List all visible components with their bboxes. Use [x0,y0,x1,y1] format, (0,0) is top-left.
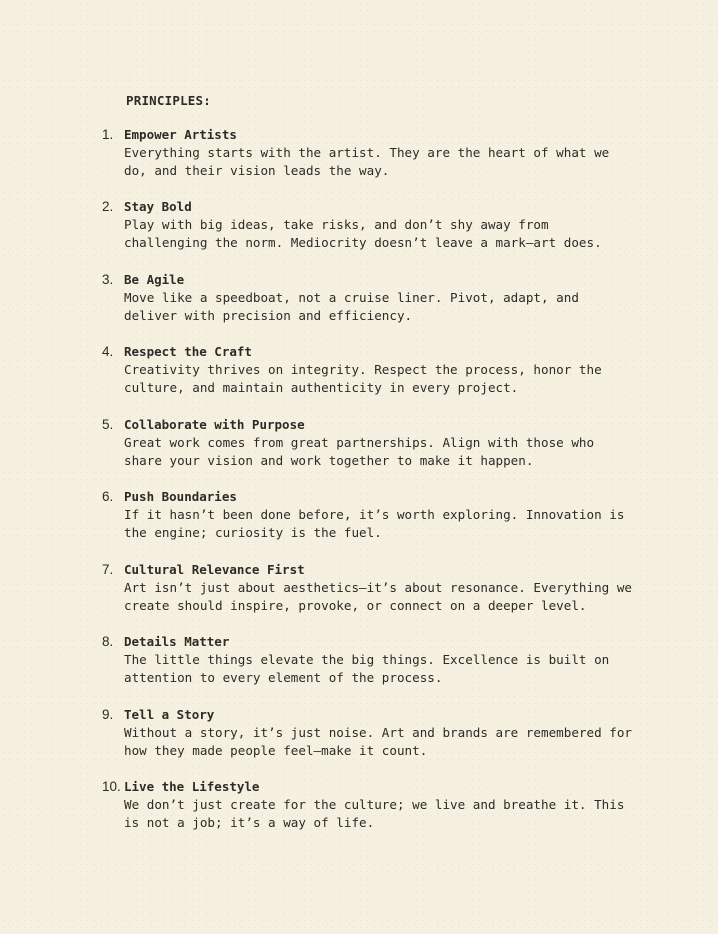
principle-title: Be Agile [124,272,185,287]
principle-description: Play with big ideas, take risks, and don’t shy away from challenging the norm. Mediocrity doesn’t leave a mark—art does. [124,217,602,250]
principle-number: 4. [102,344,114,359]
principle-title: Tell a Story [124,707,215,722]
principle-description: Move like a speedboat, not a cruise liner. Pivot, adapt, and deliver with precision and efficiency. [124,290,579,323]
principle-title: Push Boundaries [124,489,237,504]
principle-number: 2. [102,199,114,214]
principle-description: Great work comes from great partnerships. Align with those who share your vision and work together to make it happen. [124,435,595,468]
principle-title: Collaborate with Purpose [124,417,305,432]
principle-description: Without a story, it’s just noise. Art and brands are remembered for how they made people feel—make it count. [124,725,632,758]
principle-title: Respect the Craft [124,344,252,359]
principle-number: 8. [102,634,114,649]
principle-number: 10. [102,779,121,794]
principle-title: Cultural Relevance First [124,562,305,577]
principle-number: 6. [102,489,114,504]
principle-title: Live the Lifestyle [124,779,260,794]
principle-description: The little things elevate the big things. Excellence is built on attention to every element of the process. [124,652,610,685]
principle-description: Art isn’t just about aesthetics—it’s about resonance. Everything we create should inspire, provoke, or connect on a deeper level. [124,580,632,613]
principle-description: Everything starts with the artist. They are the heart of what we do, and their vision leads the way. [124,145,610,178]
principle-number: 7. [102,562,114,577]
principle-title: Empower Artists [124,127,237,142]
principles-heading: PRINCIPLES: [126,93,211,108]
principle-number: 1. [102,127,114,142]
principle-title: Details Matter [124,634,230,649]
principle-number: 9. [102,707,114,722]
principle-description: Creativity thrives on integrity. Respect the process, honor the culture, and maintain authenticity in every project. [124,362,602,395]
principle-number: 5. [102,417,114,432]
principle-title: Stay Bold [124,199,192,214]
principle-number: 3. [102,272,114,287]
principle-description: If it hasn’t been done before, it’s worth exploring. Innovation is the engine; curiosity is the fuel. [124,507,625,540]
principle-description: We don’t just create for the culture; we live and breathe it. This is not a job; it’s a way of life. [124,797,625,830]
